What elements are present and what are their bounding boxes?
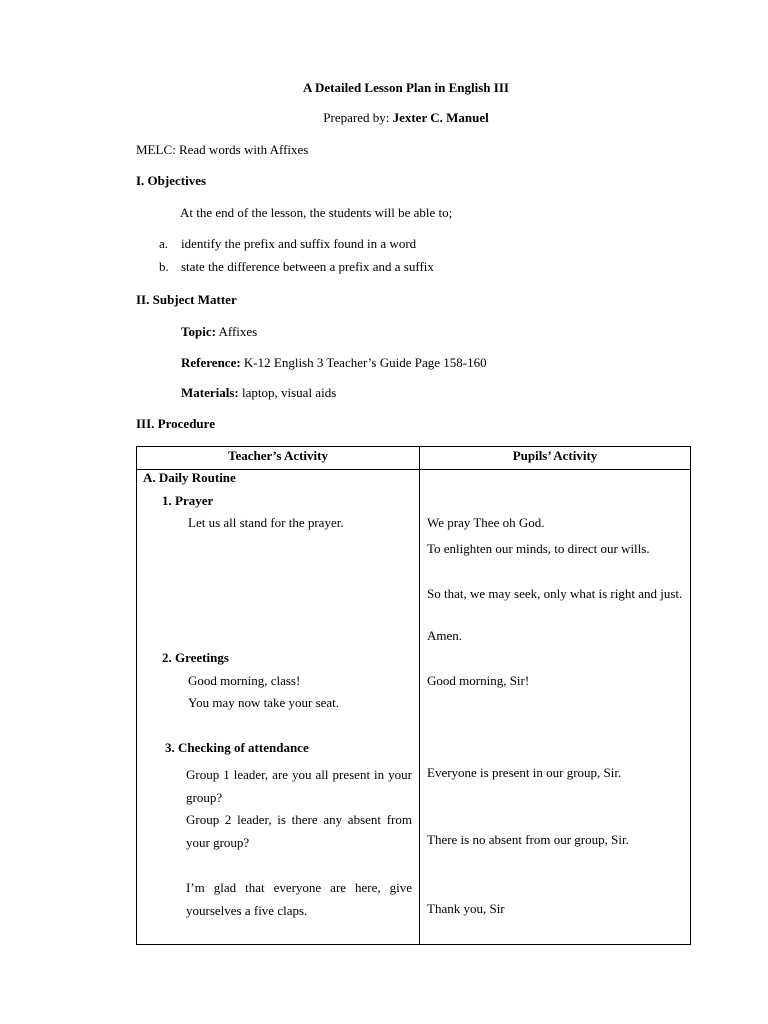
document-title: A Detailed Lesson Plan in English III: [303, 80, 509, 95]
procedure-heading: III. Procedure: [136, 416, 215, 431]
objective-item-a: identify the prefix and suffix found in a word: [181, 236, 417, 251]
materials-label: Materials:: [181, 385, 239, 400]
prepared-by-line: [0, 110, 768, 126]
subject-matter-heading: II. Subject Matter: [136, 292, 237, 307]
objectives-intro: At the end of the lesson, the students will be able to;: [180, 205, 453, 220]
pupil-prayer-line: We pray Thee oh God.: [427, 515, 545, 530]
materials-value: laptop, visual aids: [242, 385, 337, 400]
pupil-prayer-line: So that, we may seek, only what is right and just.: [427, 586, 683, 601]
teacher-claps-line: I’m glad that everyone are here, give yourselves a five claps.: [186, 880, 412, 918]
topic-line: [181, 324, 257, 340]
procedure-table: [136, 446, 691, 945]
pupil-thanks-response: Thank you, Sir: [427, 901, 505, 916]
pupil-prayer-line: Amen.: [427, 628, 463, 643]
topic-value: Affixes: [218, 324, 258, 339]
prayer-heading: 1. Prayer: [162, 493, 214, 508]
reference-value: K-12 English 3 Teacher’s Guide Page 158-160: [243, 355, 487, 370]
reference-label: Reference:: [181, 355, 241, 370]
objective-marker-a: a.: [159, 236, 169, 251]
materials-line: [181, 385, 336, 401]
column-header-teacher: Teacher’s Activity: [227, 448, 328, 463]
pupil-attendance-response: There is no absent from our group, Sir.: [427, 832, 629, 847]
teacher-greeting-line: Good morning, class!: [188, 673, 301, 688]
objective-item-b: state the difference between a prefix and a suffix: [181, 259, 434, 274]
attendance-heading: 3. Checking of attendance: [165, 740, 309, 755]
melc-line: MELC: Read words with Affixes: [136, 142, 309, 157]
teacher-group1-line: Group 1 leader, are you all present in your group?: [186, 767, 412, 805]
author-name: Jexter C. Manuel: [392, 110, 489, 125]
teacher-prayer-line: Let us all stand for the prayer.: [188, 515, 344, 530]
topic-label: Topic:: [181, 324, 216, 339]
pupil-prayer-line: To enlighten our minds, to direct our wills.: [427, 541, 650, 556]
pupil-attendance-response: Everyone is present in our group, Sir.: [427, 765, 622, 780]
reference-line: [181, 355, 487, 371]
column-header-pupils: Pupils’ Activity: [512, 448, 598, 463]
greetings-heading: 2. Greetings: [162, 650, 229, 665]
column-divider: [419, 447, 420, 944]
teacher-group2-line: Group 2 leader, is there any absent from your group?: [186, 812, 412, 850]
teacher-seat-line: You may now take your seat.: [188, 695, 340, 710]
pupil-greeting-response: Good morning, Sir!: [427, 673, 530, 688]
prepared-by-label: Prepared by:: [323, 110, 390, 125]
objective-marker-b: b.: [159, 259, 169, 274]
daily-routine-heading: A. Daily Routine: [143, 470, 236, 485]
objectives-heading: I. Objectives: [136, 173, 207, 188]
